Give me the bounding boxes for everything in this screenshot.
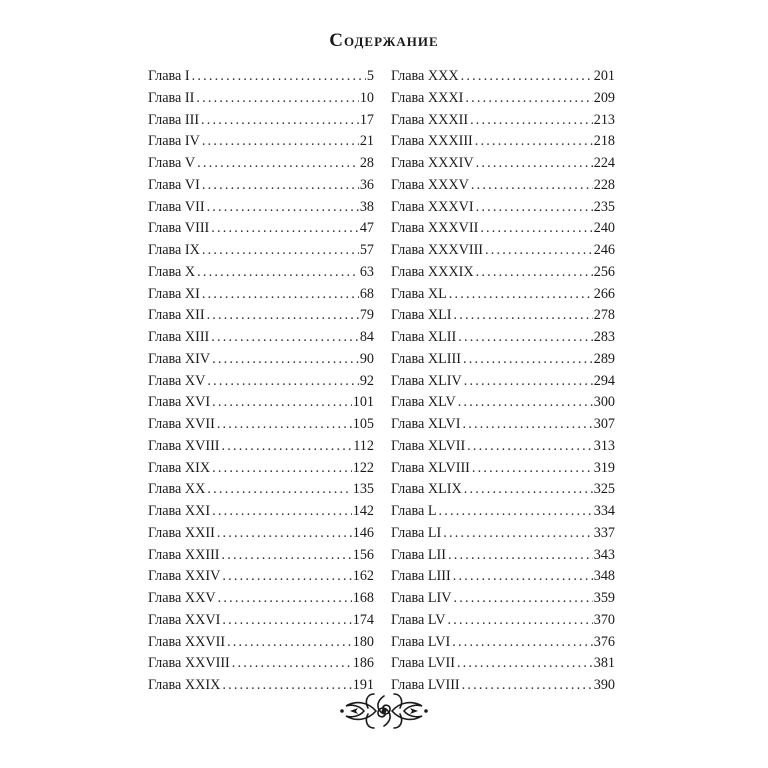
toc-dot-leader bbox=[192, 66, 366, 88]
toc-dot-leader bbox=[201, 110, 359, 132]
toc-page-number: 337 bbox=[593, 524, 615, 541]
toc-column-left bbox=[148, 66, 374, 697]
toc-entry bbox=[391, 305, 615, 327]
toc-page-number: 79 bbox=[359, 307, 374, 324]
toc-chapter-label: Глава X bbox=[148, 263, 196, 280]
page-title: Содержание bbox=[329, 30, 439, 51]
toc-dot-leader bbox=[461, 66, 593, 88]
toc-chapter-label: Глава LIV bbox=[391, 590, 452, 606]
toc-entry bbox=[391, 240, 615, 262]
toc-chapter-label: Глава XLII bbox=[391, 329, 457, 345]
toc-page-number: 390 bbox=[593, 677, 615, 693]
toc-chapter-label: Глава XIV bbox=[148, 350, 211, 367]
toc-chapter-label: Глава LVIII bbox=[391, 677, 460, 693]
toc-dot-leader bbox=[464, 371, 593, 393]
toc-dot-leader bbox=[218, 588, 352, 610]
toc-entry bbox=[391, 197, 615, 219]
toc-dot-leader bbox=[222, 436, 353, 458]
toc-page-number: 381 bbox=[593, 655, 615, 672]
toc-chapter-label: Глава LI bbox=[391, 524, 442, 541]
toc-dot-leader bbox=[207, 479, 351, 501]
toc-entry bbox=[391, 414, 615, 436]
toc-page-number: 278 bbox=[593, 307, 615, 324]
toc-entry bbox=[391, 88, 615, 110]
toc-dot-leader bbox=[439, 501, 593, 523]
toc-page-number: 370 bbox=[593, 611, 615, 628]
toc-entry bbox=[148, 305, 374, 327]
toc-chapter-label: Глава XXVIII bbox=[148, 655, 230, 672]
toc-entry bbox=[148, 88, 374, 110]
toc-dot-leader bbox=[211, 218, 359, 240]
toc-dot-leader bbox=[207, 197, 359, 219]
toc-chapter-label: Глава XXIV bbox=[148, 568, 221, 585]
toc-page-number: 325 bbox=[593, 481, 615, 498]
toc-dot-leader bbox=[476, 262, 593, 284]
toc-entry bbox=[148, 501, 374, 523]
toc-dot-leader bbox=[211, 327, 359, 349]
toc-page-number: 146 bbox=[352, 524, 374, 541]
toc-chapter-label: Глава XXV bbox=[148, 590, 216, 606]
toc-chapter-label: Глава XXXIX bbox=[391, 263, 474, 280]
toc-dot-leader bbox=[197, 262, 359, 284]
toc-chapter-label: Глава XXXI bbox=[391, 89, 464, 106]
toc-dot-leader bbox=[453, 566, 593, 588]
toc-page-number: 343 bbox=[593, 546, 615, 563]
toc-dot-leader bbox=[202, 175, 359, 197]
toc-page-number: 112 bbox=[353, 437, 374, 454]
toc-page-number: 334 bbox=[593, 503, 615, 519]
toc-chapter-label: Глава XXIII bbox=[148, 546, 220, 563]
toc-dot-leader bbox=[458, 327, 592, 349]
toc-entry bbox=[148, 327, 374, 349]
toc-page-number: 162 bbox=[352, 568, 374, 585]
toc-dot-leader bbox=[448, 545, 593, 567]
toc-dot-leader bbox=[443, 523, 592, 545]
toc-page-number: 36 bbox=[359, 176, 374, 193]
toc-page-number: 5 bbox=[366, 68, 374, 84]
toc-dot-leader bbox=[480, 218, 592, 240]
toc-page-number: 240 bbox=[593, 220, 615, 237]
toc-entry bbox=[148, 262, 374, 284]
toc-dot-leader bbox=[449, 284, 593, 306]
toc-chapter-label: Глава XVI bbox=[148, 394, 211, 411]
toc-entry bbox=[148, 523, 374, 545]
toc-dot-leader bbox=[458, 392, 593, 414]
toc-chapter-label: Глава XVII bbox=[148, 416, 215, 432]
toc-page-number: 246 bbox=[593, 242, 615, 258]
toc-chapter-label: Глава L bbox=[391, 503, 437, 519]
toc-page-number: 213 bbox=[593, 111, 615, 128]
toc-entry bbox=[391, 66, 615, 88]
toc-chapter-label: Глава XL bbox=[391, 285, 447, 302]
toc-entry bbox=[391, 610, 615, 632]
toc-dot-leader bbox=[202, 284, 359, 306]
toc-entry bbox=[148, 349, 374, 371]
toc-chapter-label: Глава XXI bbox=[148, 503, 211, 519]
toc-page-number: 319 bbox=[593, 459, 615, 476]
toc-page-number: 348 bbox=[593, 568, 615, 585]
toc-page-number: 101 bbox=[352, 394, 374, 411]
toc-dot-leader bbox=[447, 610, 592, 632]
toc-entry bbox=[148, 545, 374, 567]
toc-entry bbox=[148, 371, 374, 393]
toc-entry bbox=[148, 175, 374, 197]
toc-page-number: 92 bbox=[359, 372, 374, 389]
toc-page-number: 47 bbox=[359, 220, 374, 237]
toc-dot-leader bbox=[212, 501, 352, 523]
toc-chapter-label: Глава XLIII bbox=[391, 350, 461, 367]
toc-entry bbox=[391, 501, 615, 523]
toc-chapter-label: Глава XXXVI bbox=[391, 198, 474, 215]
toc-page-number: 122 bbox=[352, 459, 374, 476]
toc-page-number: 283 bbox=[593, 329, 615, 345]
toc-page-number: 156 bbox=[352, 546, 374, 563]
toc-entry bbox=[391, 588, 615, 610]
toc-chapter-label: Глава LVI bbox=[391, 633, 451, 650]
toc-entry bbox=[148, 197, 374, 219]
toc-chapter-label: Глава XIII bbox=[148, 329, 210, 345]
toc-entry bbox=[391, 110, 615, 132]
toc-entry bbox=[391, 153, 615, 175]
toc-page-number: 266 bbox=[593, 285, 615, 302]
toc-chapter-label: Глава XLVII bbox=[391, 437, 466, 454]
toc-chapter-label: Глава V bbox=[148, 155, 196, 171]
toc-chapter-label: Глава XXII bbox=[148, 524, 215, 541]
toc-page-number: 28 bbox=[359, 155, 374, 171]
toc-page-number: 359 bbox=[593, 590, 615, 606]
toc-entry bbox=[148, 392, 374, 414]
toc-chapter-label: Глава LVII bbox=[391, 655, 455, 672]
toc-dot-leader bbox=[485, 240, 593, 262]
toc-entry bbox=[148, 218, 374, 240]
toc-dot-leader bbox=[476, 197, 593, 219]
toc-entry bbox=[148, 436, 374, 458]
toc-entry bbox=[148, 153, 374, 175]
toc-entry bbox=[391, 632, 615, 654]
toc-dot-leader bbox=[471, 175, 593, 197]
toc-page-number: 174 bbox=[352, 611, 374, 628]
toc-chapter-label: Глава XXIX bbox=[148, 677, 221, 693]
toc-chapter-label: Глава XXXIII bbox=[391, 133, 473, 150]
toc-chapter-label: Глава XV bbox=[148, 372, 206, 389]
toc-dot-leader bbox=[222, 675, 351, 697]
toc-page-number: 201 bbox=[593, 68, 615, 84]
toc-page-number: 376 bbox=[593, 633, 615, 650]
toc-entry bbox=[148, 284, 374, 306]
toc-dot-leader bbox=[457, 653, 593, 675]
toc-dot-leader bbox=[232, 653, 352, 675]
toc-dot-leader bbox=[217, 414, 352, 436]
toc-entry bbox=[391, 653, 615, 675]
toc-page-number: 313 bbox=[593, 437, 615, 454]
toc-entry bbox=[391, 284, 615, 306]
toc-page-number: 168 bbox=[352, 590, 374, 606]
toc-dot-leader bbox=[470, 110, 593, 132]
toc-dot-leader bbox=[454, 588, 593, 610]
toc-entry bbox=[148, 566, 374, 588]
toc-chapter-label: Глава II bbox=[148, 89, 195, 106]
toc-entry bbox=[391, 458, 615, 480]
toc-dot-leader bbox=[196, 88, 358, 110]
toc-dot-leader bbox=[472, 458, 593, 480]
toc-chapter-label: Глава XLI bbox=[391, 307, 452, 324]
toc-chapter-label: Глава XX bbox=[148, 481, 206, 498]
toc-dot-leader bbox=[207, 305, 359, 327]
toc-dot-leader bbox=[464, 479, 593, 501]
toc-dot-leader bbox=[222, 566, 351, 588]
toc-page-number: 17 bbox=[359, 111, 374, 128]
toc-entry bbox=[391, 479, 615, 501]
toc-page-number: 256 bbox=[593, 263, 615, 280]
toc-entry bbox=[148, 458, 374, 480]
toc-chapter-label: Глава XVIII bbox=[148, 437, 220, 454]
toc-page-number: 10 bbox=[359, 89, 374, 106]
toc-page-number: 84 bbox=[359, 329, 374, 345]
toc-chapter-label: Глава XLIX bbox=[391, 481, 462, 498]
toc-dot-leader bbox=[467, 436, 593, 458]
toc-entry bbox=[148, 588, 374, 610]
toc-dot-leader bbox=[197, 153, 359, 175]
toc-entry bbox=[391, 545, 615, 567]
toc-entry bbox=[391, 175, 615, 197]
toc-entry bbox=[391, 371, 615, 393]
toc-chapter-label: Глава IV bbox=[148, 133, 200, 150]
toc-dot-leader bbox=[222, 545, 352, 567]
toc-entry bbox=[148, 414, 374, 436]
toc-dot-leader bbox=[476, 153, 593, 175]
toc-entry bbox=[391, 392, 615, 414]
toc-chapter-label: Глава VII bbox=[148, 198, 205, 215]
toc-chapter-label: Глава LIII bbox=[391, 568, 451, 585]
toc-page-number: 289 bbox=[593, 350, 615, 367]
toc-entry bbox=[391, 218, 615, 240]
toc-page-number: 180 bbox=[352, 633, 374, 650]
toc-page-number: 218 bbox=[593, 133, 615, 150]
toc-chapter-label: Глава I bbox=[148, 68, 190, 84]
toc-page-number: 235 bbox=[593, 198, 615, 215]
toc-dot-leader bbox=[222, 610, 351, 632]
toc-page-number: 224 bbox=[593, 155, 615, 171]
toc-chapter-label: Глава XIX bbox=[148, 459, 211, 476]
toc-chapter-label: Глава XLVIII bbox=[391, 459, 470, 476]
toc-entry bbox=[391, 262, 615, 284]
toc-dot-leader bbox=[452, 632, 593, 654]
toc-chapter-label: Глава XXXIV bbox=[391, 155, 474, 171]
toc-chapter-label: Глава XLIV bbox=[391, 372, 462, 389]
toc-chapter-label: Глава VIII bbox=[148, 220, 210, 237]
toc-entry bbox=[148, 240, 374, 262]
toc-dot-leader bbox=[227, 632, 352, 654]
toc-page-number: 105 bbox=[352, 416, 374, 432]
toc-dot-leader bbox=[212, 458, 352, 480]
toc-chapter-label: Глава VI bbox=[148, 176, 200, 193]
toc-dot-leader bbox=[475, 131, 593, 153]
toc-entry bbox=[148, 66, 374, 88]
toc-page-number: 294 bbox=[593, 372, 615, 389]
toc-dot-leader bbox=[462, 675, 593, 697]
toc-chapter-label: Глава LII bbox=[391, 546, 446, 563]
toc-dot-leader bbox=[454, 305, 593, 327]
toc-entry bbox=[148, 110, 374, 132]
toc-column-right bbox=[391, 66, 615, 697]
toc-dot-leader bbox=[202, 131, 359, 153]
toc-page-number: 142 bbox=[352, 503, 374, 519]
toc-page-number: 135 bbox=[352, 481, 374, 498]
toc-page-number: 307 bbox=[593, 416, 615, 432]
toc-chapter-label: Глава III bbox=[148, 111, 200, 128]
flourish-ornament-icon bbox=[338, 690, 430, 732]
toc-dot-leader bbox=[462, 414, 592, 436]
toc-chapter-label: Глава IX bbox=[148, 242, 200, 258]
toc-dot-leader bbox=[463, 349, 593, 371]
toc-dot-leader bbox=[465, 88, 592, 110]
toc-entry bbox=[148, 610, 374, 632]
toc-chapter-label: Глава XXVI bbox=[148, 611, 221, 628]
toc-chapter-label: Глава LV bbox=[391, 611, 446, 628]
toc-dot-leader bbox=[202, 240, 359, 262]
toc-page-number: 209 bbox=[593, 89, 615, 106]
toc-page-number: 300 bbox=[593, 394, 615, 411]
toc-entry bbox=[148, 632, 374, 654]
toc-entry bbox=[148, 479, 374, 501]
toc-page-number: 191 bbox=[352, 677, 374, 693]
toc-dot-leader bbox=[212, 392, 352, 414]
toc-entry bbox=[391, 131, 615, 153]
toc-dot-leader bbox=[207, 371, 358, 393]
toc-page-number: 228 bbox=[593, 176, 615, 193]
toc-page-number: 90 bbox=[359, 350, 374, 367]
toc-chapter-label: Глава XII bbox=[148, 307, 205, 324]
toc-entry bbox=[391, 327, 615, 349]
toc-chapter-label: Глава XXXVII bbox=[391, 220, 479, 237]
toc-page-number: 57 bbox=[359, 242, 374, 258]
toc-page-number: 186 bbox=[352, 655, 374, 672]
toc-chapter-label: Глава XLVI bbox=[391, 416, 461, 432]
toc-entry bbox=[391, 523, 615, 545]
toc-page-number: 68 bbox=[359, 285, 374, 302]
toc-entry bbox=[391, 349, 615, 371]
toc-chapter-label: Глава XXXV bbox=[391, 176, 469, 193]
toc-chapter-label: Глава XI bbox=[148, 285, 200, 302]
toc-dot-leader bbox=[212, 349, 359, 371]
toc-page-number: 38 bbox=[359, 198, 374, 215]
toc-entry bbox=[391, 566, 615, 588]
toc-chapter-label: Глава XXVII bbox=[148, 633, 226, 650]
toc-page-number: 21 bbox=[359, 133, 374, 150]
toc-entry bbox=[148, 131, 374, 153]
toc-page-number: 63 bbox=[359, 263, 374, 280]
toc-entry bbox=[391, 436, 615, 458]
toc-entry bbox=[148, 653, 374, 675]
toc-chapter-label: Глава XLV bbox=[391, 394, 456, 411]
toc-chapter-label: Глава XXXII bbox=[391, 111, 469, 128]
toc-chapter-label: Глава XXX bbox=[391, 68, 459, 84]
toc-chapter-label: Глава XXXVIII bbox=[391, 242, 484, 258]
toc-dot-leader bbox=[217, 523, 352, 545]
